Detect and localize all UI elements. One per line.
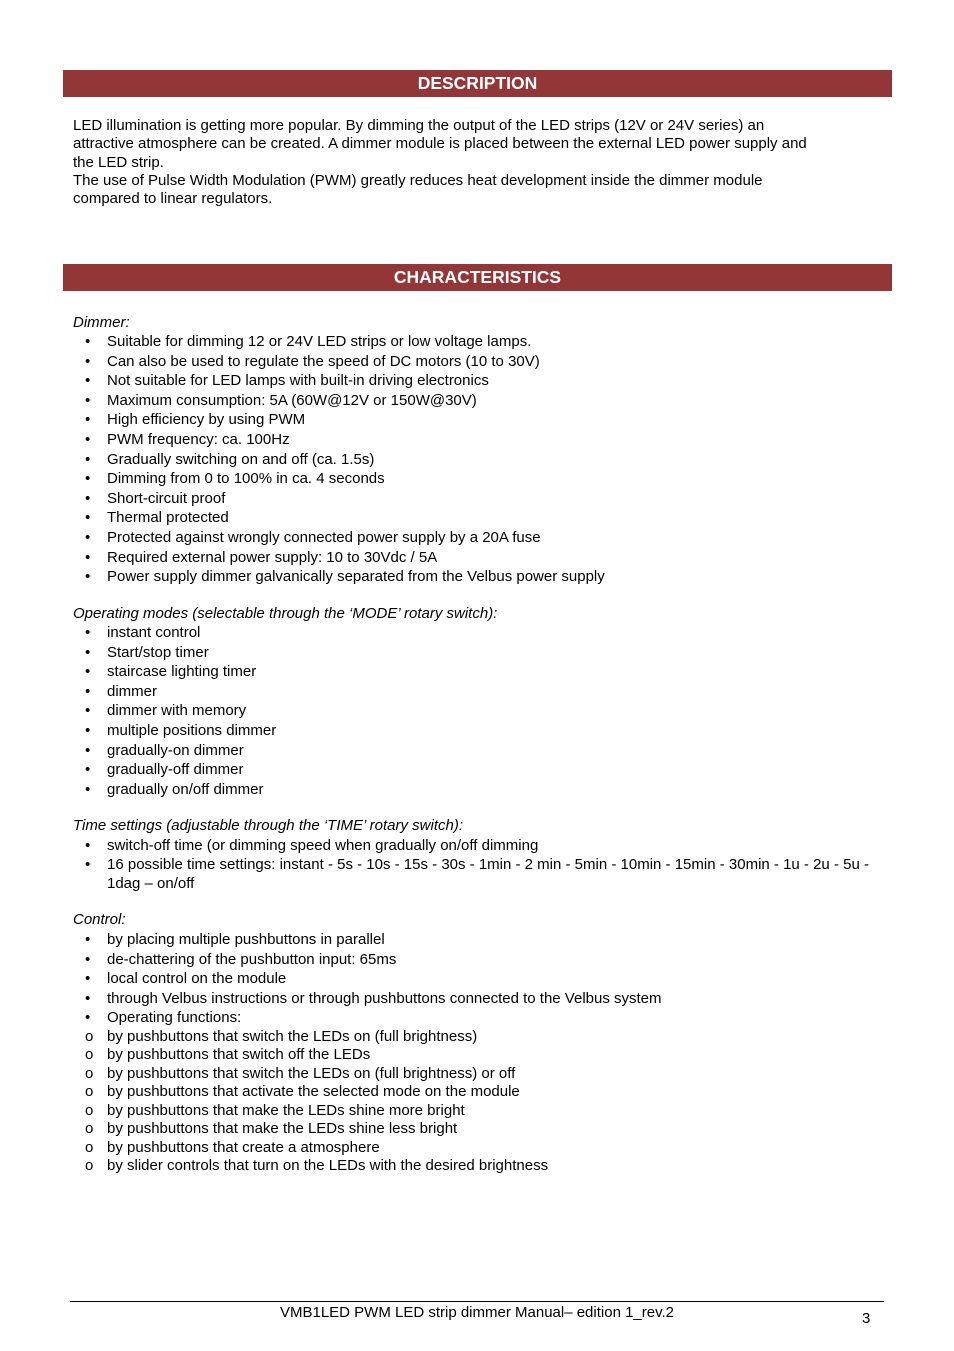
list-item: • Power supply dimmer galvanically separated from the Velbus power supply xyxy=(73,567,888,587)
control-list xyxy=(73,930,888,1176)
list-item: • switch-off time (or dimming speed when gradually on/off dimming xyxy=(73,836,888,855)
control-label: Control: xyxy=(73,911,126,928)
list-item: • Dimming from 0 to 100% in ca. 4 seconds xyxy=(73,469,888,489)
description-line: compared to linear regulators. xyxy=(73,190,273,208)
sub-list-item: o by pushbuttons that switch the LEDs on (full brightness) xyxy=(73,1028,888,1047)
footer-title: VMB1LED PWM LED strip dimmer Manual– edition 1_rev.2 xyxy=(279,1304,675,1321)
dimmer-label: Dimmer: xyxy=(73,314,130,331)
list-item: • Start/stop timer xyxy=(73,643,888,663)
list-item: • local control on the module xyxy=(73,969,888,989)
list-item: • gradually on/off dimmer xyxy=(73,780,888,800)
sub-list-item: o by pushbuttons that activate the selected mode on the module xyxy=(73,1083,888,1102)
list-item: • Not suitable for LED lamps with built-in driving electronics xyxy=(73,371,888,391)
list-item: • gradually-off dimmer xyxy=(73,760,888,780)
sub-list-item: o by pushbuttons that make the LEDs shine less bright xyxy=(73,1120,888,1139)
sub-list-item: o by pushbuttons that make the LEDs shine more bright xyxy=(73,1102,888,1121)
sub-list-item: o by slider controls that turn on the LEDs with the desired brightness xyxy=(73,1157,888,1176)
list-item: • multiple positions dimmer xyxy=(73,721,888,741)
sub-list-item: o by pushbuttons that switch off the LEDs xyxy=(73,1046,888,1065)
list-item: • PWM frequency: ca. 100Hz xyxy=(73,430,888,450)
list-item: • Can also be used to regulate the speed of DC motors (10 to 30V) xyxy=(73,352,888,372)
modes-label: Operating modes (selectable through the ‘MODE’ rotary switch): xyxy=(73,605,498,622)
description-text xyxy=(73,117,873,208)
time-list xyxy=(73,836,888,893)
time-label: Time settings (adjustable through the ‘TIME’ rotary switch): xyxy=(73,817,464,834)
list-item: • Thermal protected xyxy=(73,508,888,528)
list-item: • by placing multiple pushbuttons in parallel xyxy=(73,930,888,950)
description-line: attractive atmosphere can be created. A dimmer module is placed between the external LED power supply and xyxy=(73,135,807,153)
sub-list-item: o by pushbuttons that create a atmosphere xyxy=(73,1139,888,1158)
list-item: • through Velbus instructions or through pushbuttons connected to the Velbus system xyxy=(73,989,888,1009)
modes-list xyxy=(73,623,888,799)
list-item: • de-chattering of the pushbutton input: 65ms xyxy=(73,950,888,970)
list-item: • Protected against wrongly connected power supply by a 20A fuse xyxy=(73,528,888,548)
sub-list-item: o by pushbuttons that switch the LEDs on (full brightness) or off xyxy=(73,1065,888,1084)
functions-sublist xyxy=(73,1028,888,1176)
list-item: • staircase lighting timer xyxy=(73,662,888,682)
description-heading: DESCRIPTION xyxy=(63,70,892,97)
page-number: 3 xyxy=(862,1310,871,1327)
list-item: • Gradually switching on and off (ca. 1.5s) xyxy=(73,450,888,470)
description-line: LED illumination is getting more popular. By dimming the output of the LED strips (12V or 24V series) an xyxy=(73,117,765,134)
list-item: • High efficiency by using PWM xyxy=(73,410,888,430)
list-item: • gradually-on dimmer xyxy=(73,741,888,761)
list-item: • Required external power supply: 10 to 30Vdc / 5A xyxy=(73,548,888,568)
list-item-label: Operating functions: xyxy=(107,1009,242,1027)
list-item: • dimmer xyxy=(73,682,888,702)
list-item: • Short-circuit proof xyxy=(73,489,888,509)
dimmer-list xyxy=(73,332,888,587)
footer-divider xyxy=(70,1301,884,1302)
list-item: • 16 possible time settings: instant - 5s - 10s - 15s - 30s - 1min - 2 min - 5min - 10min - 15min - 30min - 1u - 2u - 5u - 1dag – on/off xyxy=(73,855,888,893)
list-item: • Suitable for dimming 12 or 24V LED strips or low voltage lamps. xyxy=(73,332,888,352)
characteristics-heading: CHARACTERISTICS xyxy=(63,264,892,291)
list-item: • Maximum consumption: 5A (60W@12V or 150W@30V) xyxy=(73,391,888,411)
description-line: The use of Pulse Width Modulation (PWM) greatly reduces heat development inside the dimmer module xyxy=(73,171,763,189)
description-line: the LED strip. xyxy=(73,153,164,171)
list-item: • dimmer with memory xyxy=(73,701,888,721)
list-item: • instant control xyxy=(73,623,888,643)
list-item-operating-functions xyxy=(73,1008,888,1176)
